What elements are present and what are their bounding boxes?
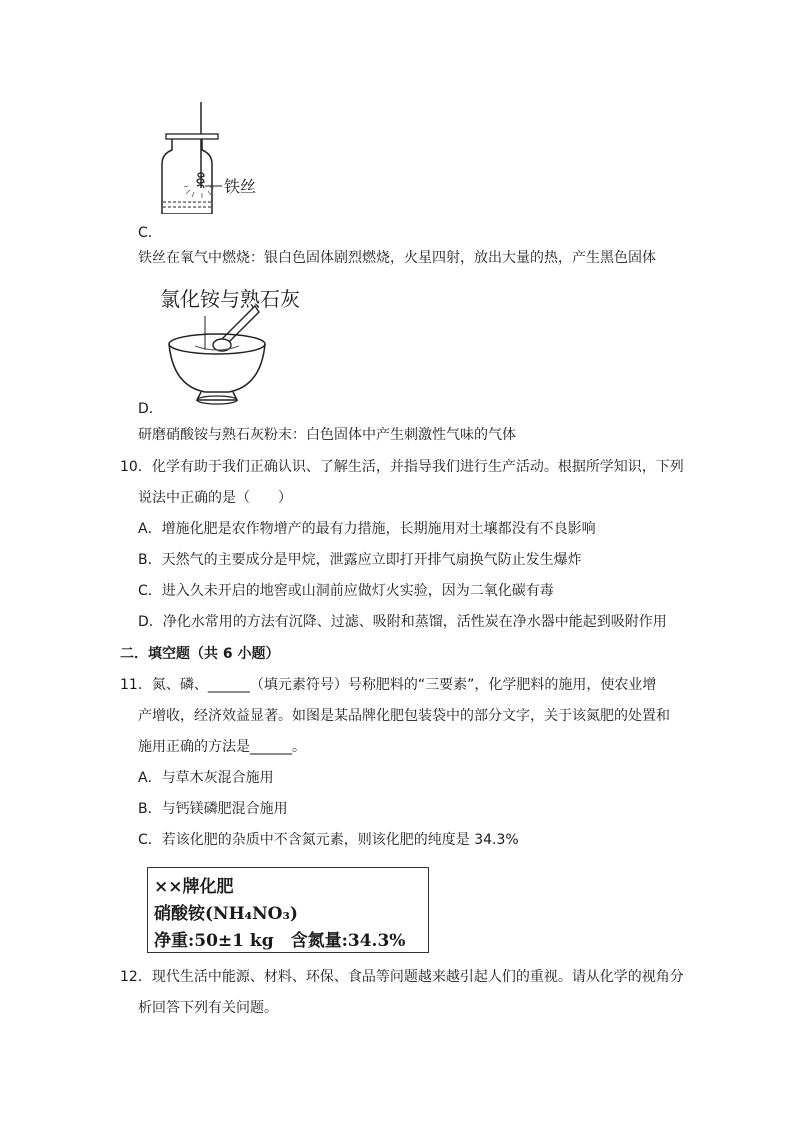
question-11-line1: 11．氮、磷、______（填元素符号）号称肥料的“三要素”，化学肥料的施用，使农业增 — [120, 677, 657, 693]
mortar-figure-label: 氯化铵与熟石灰 — [160, 287, 300, 311]
option-c-description: 铁丝在氧气中燃烧：银白色固体剧烈燃烧，火星四射，放出大量的热，产生黑色固体 — [138, 250, 656, 266]
fertilizer-weight-nitrogen: 净重:50±1 kg 含氮量:34.3% — [154, 931, 406, 951]
question-10-option-d: D．净化水常用的方法有沉降、过滤、吸附和蒸馏，活性炭在净水器中能起到吸附作用 — [138, 614, 667, 630]
fertilizer-name: 硝酸铵(NH₄NO₃) — [154, 904, 298, 924]
question-11-line3: 施用正确的方法是______。 — [138, 739, 306, 755]
option-d-description: 研磨硝酸铵与熟石灰粉末：白色固体中产生刺激性气味的气体 — [138, 427, 516, 443]
option-c-label: C． — [138, 225, 162, 241]
iron-wire-jar-figure — [160, 102, 270, 214]
question-10-option-b: B．天然气的主要成分是甲烷，泄露应立即打开排气扇换气防止发生爆炸 — [138, 552, 582, 568]
question-11-line2: 产增收，经济效益显著。如图是某品牌化肥包装袋中的部分文字，关于该氮肥的处置和 — [138, 708, 670, 724]
question-10-option-c: C．进入久未开启的地窖或山洞前应做灯火实验，因为二氧化碳有毒 — [138, 583, 554, 599]
question-12-line1: 12．现代生活中能源、材料、环保、食品等问题越来越引起人们的重视。请从化学的视角分 — [120, 969, 684, 985]
option-d-label: D． — [138, 401, 163, 417]
question-10-stem-line2: 说法中正确的是（ ） — [138, 490, 292, 506]
fertilizer-label — [147, 867, 429, 953]
question-11-option-b: B．与钙镁磷肥混合施用 — [138, 801, 288, 817]
question-11-option-c: C．若该化肥的杂质中不含氮元素，则该化肥的纯度是 34.3% — [138, 832, 519, 848]
question-10-option-a: A．增施化肥是农作物增产的最有力措施，长期施用对土壤都没有不良影响 — [138, 521, 596, 537]
iron-wire-figure-label: 铁丝 — [224, 177, 257, 196]
question-12-line2: 析回答下列有关问题。 — [138, 1000, 278, 1016]
mortar-pestle-figure — [165, 300, 270, 408]
section-heading: 二．填空题（共 6 小题） — [120, 646, 280, 662]
question-10-stem-line1: 10．化学有助于我们正确认识、了解生活，并指导我们进行生产活动。根据所学知识，下列 — [120, 459, 684, 475]
question-11-option-a: A．与草木灰混合施用 — [138, 770, 274, 786]
fertilizer-brand: ××牌化肥 — [154, 877, 234, 897]
